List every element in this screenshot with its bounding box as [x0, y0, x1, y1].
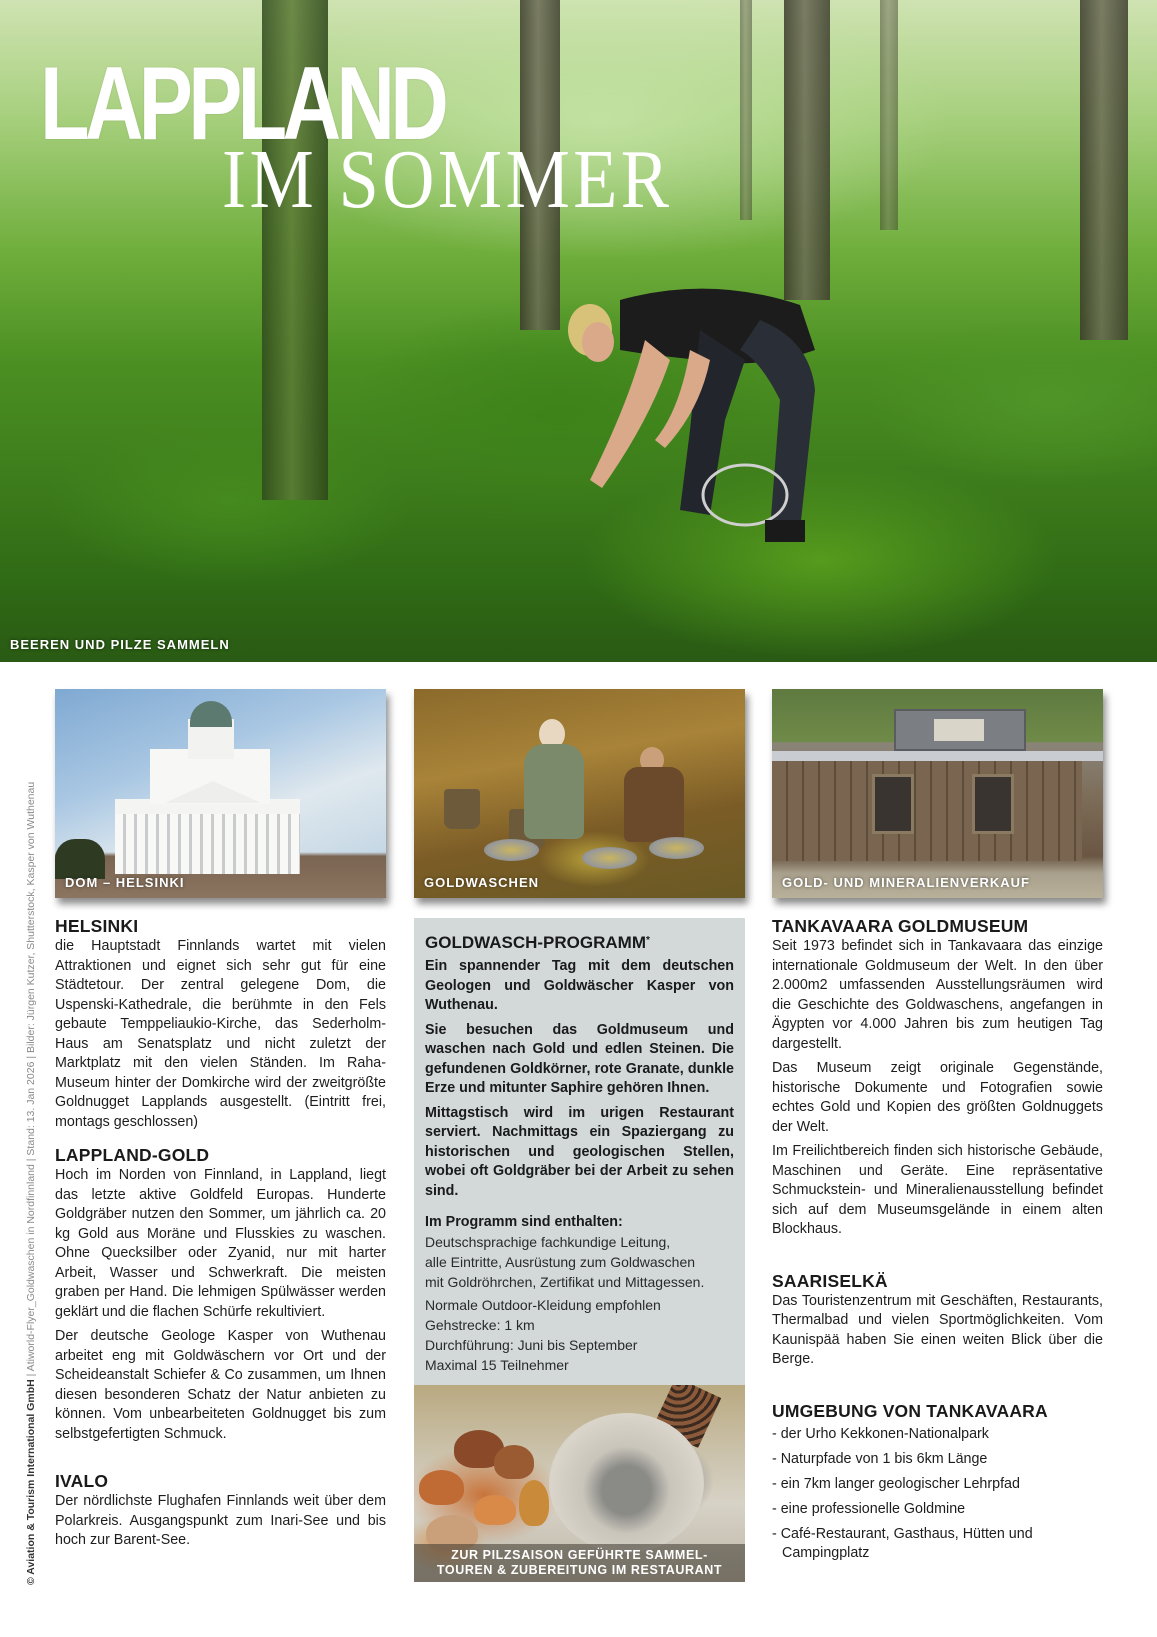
- bucket-shape: [444, 789, 480, 829]
- caption-line: ZUR PILZSAISON GEFÜHRTE SAMMEL-: [451, 1548, 708, 1562]
- side-credit: [24, 705, 38, 1585]
- heading-umgebung: UMGEBUNG VON TANKAVAARA: [772, 1400, 1048, 1421]
- clothing-note: Normale Outdoor-Kleidung empfohlen: [425, 1297, 661, 1313]
- hero-title-lappland: LAPPLAND: [40, 46, 445, 162]
- caption-line: TOUREN & ZUBEREITUNG IM RESTAURANT: [436, 1563, 723, 1577]
- hero-caption: BEEREN UND PILZE SAMMELN: [10, 637, 230, 652]
- tree-trunk: [1080, 0, 1128, 340]
- church-shape: [165, 781, 261, 803]
- credit-details: | Atiworld-Flyer_Goldwaschen in Nordfinnland | Stand: 13. Jan 2026 | Bilder: Jürgen Kutzer, Shutterstock, Kasper von Wuthenau: [25, 781, 37, 1380]
- text-museum-1: Seit 1973 befindet sich in Tankavaara das einzige internationale Goldmuseum der Welt. In den über 2.000m2 umfassenden Ausstellungsräumen wird die Geschichte des Goldwaschens, angefangen in Ägypten vor 4.000 Jahren bis zum heutigen Tag dargestellt.: [772, 938, 1103, 1052]
- included-heading: Im Programm sind enthalten:: [425, 1214, 623, 1230]
- shop-window-shape: [872, 774, 914, 834]
- text-lappland-gold-1: Hoch im Norden von Finnland, in Lappland, liegt das letzte aktive Goldfeld Europas. Hunderte Goldgräber nutzen den Sommer, um jährlich ca. 20 kg Gold aus Moräne und Flusskies zu waschen. Ohne Quecksilber oder Zyanid, nur mit harter Arbeit, Wasser und Schwerkraft. Die meisten graben per Hand. Die lehmigen Spülwässer werden geklärt und die flachen Schürfe rekultiviert.: [55, 1167, 386, 1320]
- heading-tankavaara-museum: TANKAVAARA GOLDMUSEUM: [772, 916, 1029, 936]
- tree-shape: [55, 839, 105, 879]
- gold-pan-shape: [649, 837, 704, 859]
- list-item: - eine professionelle Goldmine: [772, 1500, 966, 1517]
- person-picking-berries: [560, 280, 860, 560]
- included-line: Deutschsprachige fachkundige Leitung,: [425, 1234, 671, 1250]
- church-shape: [115, 814, 300, 874]
- person-shape: [524, 744, 584, 839]
- shop-sign-shape: [894, 709, 1026, 751]
- walking-distance: Gehstrecke: 1 km: [425, 1317, 535, 1333]
- mushroom-caption: [414, 1544, 745, 1582]
- shop-front-shape: [772, 761, 1082, 861]
- program-box: [414, 918, 745, 1385]
- photo-caption: GOLD- UND MINERALIENVERKAUF: [782, 875, 1030, 890]
- text-museum-3: Im Freilichtbereich finden sich historische Gebäude, Maschinen und Geräte. Eine repräsentative Schmuckstein- und Mineralienausstellung befindet sich auf dem Museumsgelände in einem alten Blockhaus.: [772, 1143, 1103, 1237]
- gold-pan-shape: [484, 839, 539, 861]
- person-shape: [624, 767, 684, 842]
- program-lunch: Mittagstisch wird im urigen Restaurant serviert. Nachmittags ein Spaziergang zu historischen und geologischen Stellen, wobei oft Goldgräber bei der Arbeit zu sehen sind.: [425, 1104, 734, 1199]
- column-left: [55, 915, 386, 1556]
- photo-dom-helsinki: [55, 689, 386, 898]
- mushroom-shape: [519, 1480, 549, 1526]
- list-item: - ein 7km langer geologischer Lehrpfad: [772, 1475, 1020, 1492]
- column-right: [772, 915, 1103, 1569]
- program-title: GOLDWASCH-PROGRAMM: [425, 933, 646, 952]
- hero-image: [0, 0, 1157, 662]
- max-participants: Maximal 15 Teilnehmer: [425, 1357, 569, 1373]
- photo-caption: DOM – HELSINKI: [65, 875, 185, 890]
- text-ivalo: Der nördlichste Flughafen Finnlands weit über dem Polarkreis. Ausgangspunkt zum Inari-See und bis hoch zur Barent-See.: [55, 1493, 386, 1548]
- list-item: - Café-Restaurant, Gasthaus, Hütten und Campingplatz: [772, 1525, 1033, 1561]
- list-item: - Naturpfade von 1 bis 6km Länge: [772, 1450, 988, 1467]
- credit-company: © Aviation & Tourism International GmbH: [25, 1379, 37, 1585]
- gold-pan-shape: [549, 1413, 704, 1553]
- heading-saariselka: SAARISELKÄ: [772, 1270, 888, 1291]
- shop-window-shape: [972, 774, 1014, 834]
- tree-trunk: [740, 0, 752, 220]
- program-visit: Sie besuchen das Goldmuseum und waschen nach Gold und edlen Steinen. Die gefundenen Goldkörner, rote Granate, dunkle Erze und mitunter Saphire gehören Ihnen.: [425, 1021, 734, 1096]
- photo-mushrooms-gold-pan: [414, 1385, 745, 1582]
- shop-roof-shape: [772, 751, 1103, 761]
- tree-trunk: [880, 0, 898, 230]
- tree-trunk: [784, 0, 830, 300]
- heading-helsinki: HELSINKI: [55, 916, 139, 936]
- text-saariselka: Das Touristenzentrum mit Geschäften, Restaurants, Thermalbad und vielen Sportmöglichkeiten. Vom Kaunispää haben Sie einen weiten Blick über die Berge.: [772, 1292, 1103, 1367]
- heading-lappland-gold: LAPPLAND-GOLD: [55, 1145, 210, 1165]
- text-helsinki: die Hauptstadt Finnlands wartet mit vielen Attraktionen und eignet sich sehr gut für eine Städtetour. Der zentral gelegene Dom, die Uspenski-Kathedrale, die berühmte in den Fels gebaute Temppeliaukio-Kirche, das Sederholm-Haus am Senatsplatz und nicht zuletzt der Marktplatz mit den vielen Ständen. Im Raha-Museum hinter der Domkirche wird der zweitgrößte Goldnugget Lapplands ausgestellt. (Eintritt frei, montags geschlossen): [55, 938, 386, 1130]
- photo-gold-shop: [772, 689, 1103, 898]
- heading-program: [425, 932, 734, 954]
- program-period: Durchführung: Juni bis September: [425, 1337, 638, 1353]
- text-museum-2: Das Museum zeigt originale Gegenstände, historische Dokumente und Fotografien sowie echtes Gold und Kopien des größten Goldnuggets der Welt.: [772, 1060, 1103, 1135]
- hero-title-im-sommer: IM SOMMER: [222, 133, 673, 226]
- gold-pan-shape: [582, 847, 637, 869]
- included-line: alle Eintritte, Ausrüstung zum Goldwaschen: [425, 1254, 696, 1270]
- mushroom-shape: [494, 1445, 534, 1479]
- included-line: mit Goldröhrchen, Zertifikat und Mittagessen.: [425, 1274, 705, 1290]
- mushroom-shape: [474, 1495, 516, 1525]
- mushroom-shape: [419, 1470, 464, 1505]
- church-dome-shape: [190, 701, 232, 727]
- text-lappland-gold-2: Der deutsche Geologe Kasper von Wuthenau arbeitet eng mit Goldwäschern vor Ort und der Scheideanstalt Schiefer & Co zusammen, um Ihnen diesen besonderen Schatz der Natur anbieten zu können. Vom unbearbeiteten Goldnugget bis zum selbstgefertigten Schmuck.: [55, 1328, 386, 1442]
- list-item: - der Urho Kekkonen-Nationalpark: [772, 1425, 989, 1442]
- footnote-asterisk: *: [645, 935, 650, 946]
- photo-caption: GOLDWASCHEN: [424, 875, 539, 890]
- program-intro: Ein spannender Tag mit dem deutschen Geologen und Goldwäscher Kasper von Wuthenau.: [425, 958, 734, 1013]
- heading-ivalo: IVALO: [55, 1471, 109, 1491]
- photo-goldwaschen: [414, 689, 745, 898]
